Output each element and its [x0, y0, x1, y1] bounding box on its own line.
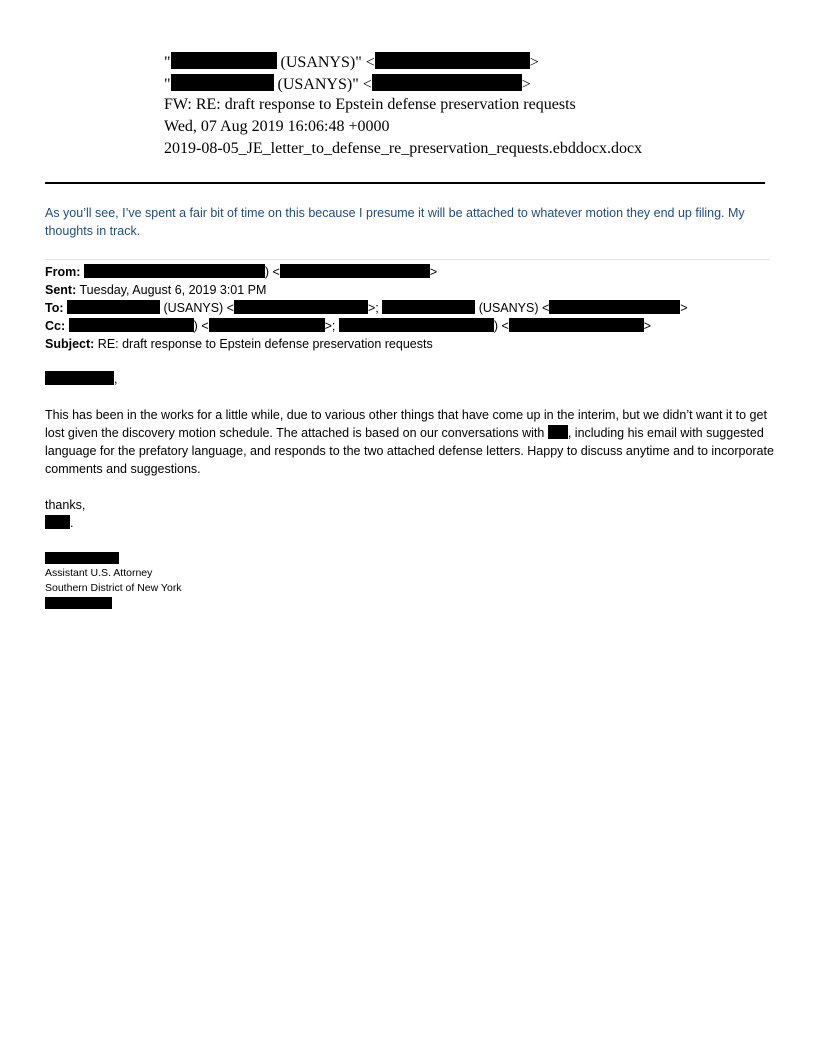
redaction-block — [171, 74, 274, 91]
quoted-to-row — [45, 299, 688, 317]
header-from-org: (USANYS)" < — [280, 54, 375, 71]
redaction-block — [549, 300, 680, 314]
closing: thanks, — [45, 498, 86, 512]
quoted-from-sep: ) < — [264, 265, 280, 279]
forward-note: As you’ll see, I’ve spent a fair bit of time on this because I presume it will be attached to whatever motion they end up filing. My thoughts in track. — [45, 206, 745, 238]
redaction-block — [509, 318, 644, 332]
redaction-block — [45, 597, 112, 609]
redaction-block — [375, 52, 530, 69]
separator: ) < — [193, 319, 209, 333]
attachment-filename[interactable]: 2019-08-05_JE_letter_to_defense_re_preservation_requests.ebddocx.docx — [164, 140, 643, 157]
redaction-block — [171, 52, 277, 69]
quoted-from-label: From: — [45, 265, 81, 279]
separator: ) < — [493, 319, 509, 333]
signature-block — [45, 552, 182, 609]
redaction-block — [339, 318, 494, 332]
greeting-comma: , — [114, 372, 118, 386]
header-to-org: (USANYS)" < — [277, 76, 372, 93]
redaction-block — [45, 552, 119, 564]
body-paragraph — [45, 406, 775, 478]
header-from-value — [164, 52, 539, 72]
quoted-subject-label: Subject: — [45, 337, 95, 351]
quoted-sent-label: Sent: — [45, 283, 77, 297]
redaction-block — [234, 300, 368, 314]
period: . — [70, 516, 74, 530]
header-divider — [45, 182, 765, 184]
redaction-block — [209, 318, 325, 332]
header-date-value: Wed, 07 Aug 2019 16:06:48 +0000 — [164, 118, 390, 135]
closing-signature — [45, 514, 775, 532]
quoted-to-org: (USANYS) < — [478, 301, 550, 315]
header-subject-value: FW: RE: draft response to Epstein defense preservation requests — [164, 96, 576, 113]
body-text: , including his email with suggested language for the prefatory language, and responds to the two attached defense letters. Happy to discuss anytime and to incorporate comments and suggestions. — [45, 426, 774, 476]
redaction-block — [45, 371, 114, 385]
redaction-block — [45, 515, 70, 529]
quoted-to-org: (USANYS) < — [163, 301, 234, 315]
angle-bracket: > — [643, 319, 652, 333]
greeting — [45, 370, 775, 388]
quoted-subject-value: RE: draft response to Epstein defense preservation requests — [97, 337, 433, 351]
body-text: This has been in the works for a little while, due to various other things that have come up in the interim, but we didn’t want it to get lost given the discovery motion schedule. The attached is based on our conversations with — [45, 408, 767, 440]
redaction-block — [372, 74, 522, 91]
quoted-subject-row — [45, 335, 433, 353]
header-to-value — [164, 74, 531, 94]
angle-bracket: > — [680, 301, 688, 315]
quoted-cc-row — [45, 317, 651, 335]
signature-office: Southern District of New York — [45, 582, 182, 594]
redaction-block — [84, 264, 265, 278]
quoted-divider — [45, 259, 770, 260]
quoted-to-label: To: — [45, 301, 64, 315]
quoted-sent-value: Tuesday, August 6, 2019 3:01 PM — [79, 283, 267, 297]
redaction-block — [382, 300, 475, 314]
quote-mark: " — [164, 76, 171, 93]
quote-mark: " — [164, 54, 171, 71]
angle-bracket: > — [429, 265, 438, 279]
redaction-block — [67, 300, 160, 314]
angle-bracket: > — [521, 76, 531, 93]
redaction-block — [280, 264, 430, 278]
quoted-sent-row — [45, 281, 266, 299]
angle-bracket: > — [529, 54, 539, 71]
quoted-cc-label: Cc: — [45, 319, 66, 333]
quoted-from-row — [45, 263, 437, 281]
redaction-block — [69, 318, 194, 332]
separator: >; — [324, 319, 336, 333]
signature-title: Assistant U.S. Attorney — [45, 567, 153, 579]
separator: >; — [368, 301, 379, 315]
redaction-block — [548, 425, 568, 439]
